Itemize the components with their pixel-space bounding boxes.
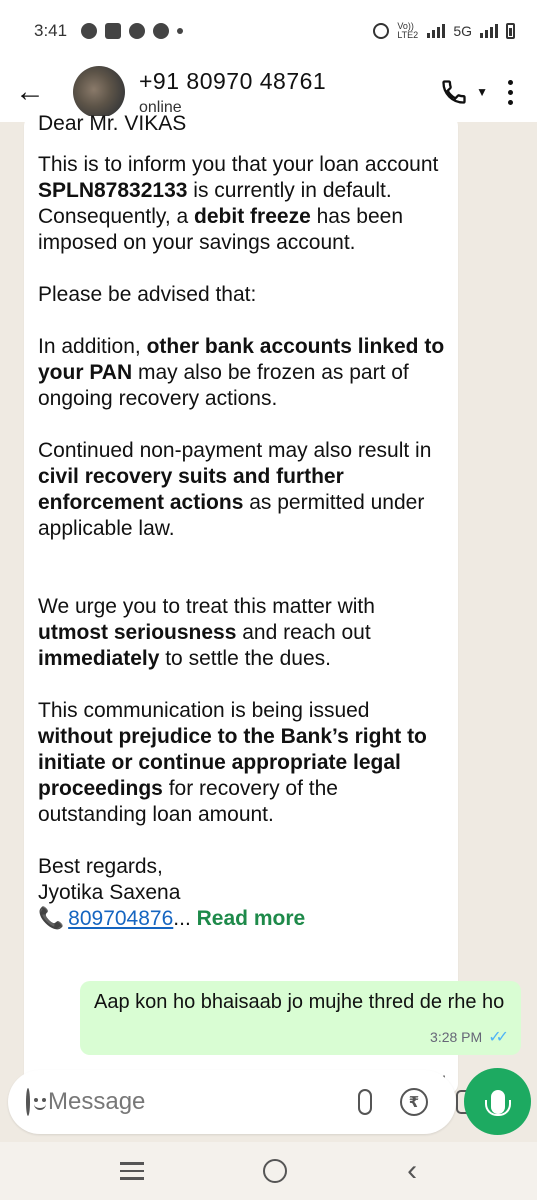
- more-options-icon[interactable]: [502, 80, 519, 105]
- phone-link-line: 📞 809704876... Read more: [38, 907, 306, 930]
- payment-rupee-icon[interactable]: ₹: [400, 1088, 428, 1116]
- attach-icon[interactable]: [358, 1089, 372, 1115]
- notification-icons: [81, 23, 183, 39]
- incoming-message-bubble[interactable]: [24, 112, 458, 1094]
- phone-icon: [440, 78, 468, 106]
- mail-notification-icon: [105, 23, 121, 39]
- microphone-icon: [491, 1090, 505, 1114]
- telephone-receiver-icon: 📞: [38, 907, 65, 930]
- signal-2-icon: [480, 24, 498, 38]
- alarm-icon: [373, 23, 389, 39]
- read-receipt-icon: ✓✓: [488, 1029, 503, 1046]
- message-notification-icon: [129, 23, 145, 39]
- outgoing-message-meta: [430, 1027, 503, 1047]
- back-chevron-icon[interactable]: ‹: [407, 1154, 418, 1187]
- network-type-label: 5G: [453, 23, 472, 39]
- message-paragraph: This is to inform you that your loan account SPLN87832133 is currently in default. Consequently, a debit freeze has been imposed on your savings account.: [38, 153, 439, 254]
- message-paragraph: Continued non-payment may also result in civil recovery suits and further enforcement actions as permitted under applicable law.: [38, 439, 432, 540]
- contact-avatar[interactable]: [73, 66, 125, 118]
- battery-icon: [506, 23, 515, 39]
- record-notification-icon: [153, 23, 169, 39]
- more-notifications-dot-icon: [177, 28, 183, 34]
- message-paragraph: We urge you to treat this matter with utmost seriousness and reach out immediately to settle the dues.: [38, 595, 375, 670]
- chat-area[interactable]: [0, 112, 537, 1070]
- home-icon[interactable]: [263, 1159, 287, 1183]
- outgoing-message-time: 3:28 PM: [430, 1029, 483, 1045]
- message-partial-line: Dear Mr. VIKAS: [38, 112, 187, 135]
- system-icons: [373, 22, 515, 40]
- phone-number-link[interactable]: 809704876: [68, 907, 174, 930]
- message-paragraph: This communication is being issued without prejudice to the Bank’s right to initiate or continue appropriate legal proceedings for recovery of the outstanding loan amount.: [38, 699, 427, 826]
- volte-label: Vo)) LTE2: [397, 21, 419, 40]
- status-time: 3:41: [34, 21, 68, 40]
- message-paragraph: In addition, other bank accounts linked to your PAN may also be frozen as part of ongoing recovery actions.: [38, 335, 445, 410]
- signal-icon: [427, 24, 445, 38]
- contact-info[interactable]: [139, 68, 326, 117]
- message-paragraph: Please be advised that:: [38, 283, 257, 306]
- contact-name: +91 80970 48761: [139, 67, 327, 94]
- contact-status: online: [139, 98, 182, 116]
- outgoing-message-bubble[interactable]: [80, 981, 521, 1055]
- read-more-link[interactable]: Read more: [196, 907, 306, 930]
- voice-call-button[interactable]: [440, 78, 488, 106]
- voice-message-button[interactable]: [464, 1068, 531, 1135]
- emoji-icon[interactable]: [26, 1088, 30, 1116]
- incoming-message-text: [38, 152, 446, 932]
- status-bar: [0, 0, 537, 62]
- recents-icon[interactable]: [120, 1162, 144, 1180]
- message-composer: [8, 1070, 456, 1134]
- chat-notification-icon: [81, 23, 97, 39]
- system-navigation-bar: [0, 1142, 537, 1200]
- header-actions: [440, 78, 537, 106]
- outgoing-message-text: Aap kon ho bhaisaab jo mujhe thred de rhe ho: [94, 991, 505, 1013]
- message-signature: Best regards, Jyotika Saxena: [38, 855, 181, 904]
- call-options-chevron-icon[interactable]: ▼: [476, 85, 488, 99]
- back-arrow-icon[interactable]: ←: [15, 75, 45, 108]
- message-input[interactable]: [48, 1088, 358, 1116]
